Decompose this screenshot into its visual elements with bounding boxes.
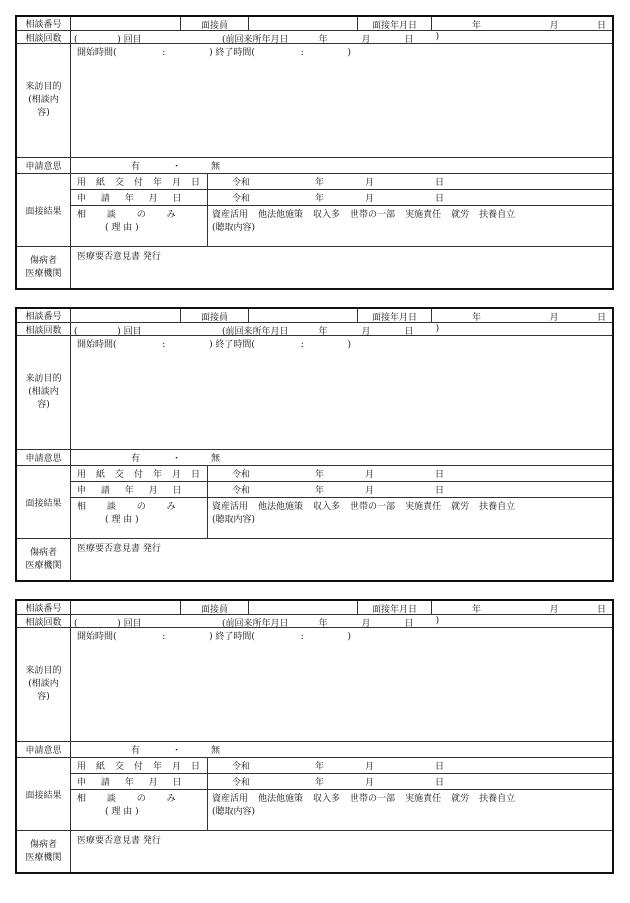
day-label: 日: [434, 486, 444, 496]
result-field: [71, 758, 612, 830]
start-colon: :: [162, 48, 166, 58]
clinic-label-line-1: 傷病者: [29, 547, 57, 558]
interviewer-label: 面接員: [181, 601, 249, 614]
count-open: (: [74, 619, 78, 627]
hearing-label: (聴取内容): [212, 515, 256, 525]
time-line: [77, 629, 606, 642]
result-row: [17, 466, 612, 539]
consult-only-text: 相 談 の み: [77, 502, 185, 512]
paper-issued-text: 用紙交付年月日: [77, 470, 211, 480]
intent-field[interactable]: [71, 742, 612, 757]
paper-issued-date[interactable]: [208, 466, 612, 481]
interviewer-label: 面接員: [181, 309, 249, 322]
reason-option[interactable]: 収入多: [313, 502, 341, 512]
day-label: 日: [596, 21, 606, 30]
result-label: 面接結果: [17, 466, 71, 538]
count-row: [17, 31, 612, 44]
clinic-label: [17, 831, 71, 872]
purpose-label: [17, 336, 71, 449]
clinic-field[interactable]: [71, 247, 612, 288]
clinic-row: [17, 247, 612, 288]
reason-field[interactable]: [208, 206, 612, 246]
prev-visit-label: (前回来所年月日: [222, 619, 289, 627]
purpose-label-line-2: (相談内: [28, 95, 59, 105]
consult-only-label: [71, 498, 208, 538]
clinic-row: [17, 831, 612, 872]
month-label: 月: [364, 778, 374, 788]
interviewer-field[interactable]: [249, 601, 358, 614]
reason-option[interactable]: 扶養自立: [479, 210, 516, 220]
count-value: [74, 324, 222, 334]
reason-option[interactable]: 世帯の一部: [350, 210, 396, 220]
start-colon: :: [162, 632, 166, 642]
reason-option[interactable]: 就労: [451, 794, 470, 804]
year-label: 年: [314, 178, 324, 188]
consult-only-text: 相 談 の み: [77, 794, 185, 804]
interviewer-field[interactable]: [249, 309, 358, 322]
prev-month: 月: [361, 35, 371, 43]
month-label: 月: [364, 762, 374, 772]
day-label: 日: [434, 194, 444, 204]
consult-count-field[interactable]: [71, 323, 612, 335]
reason-option[interactable]: 収入多: [313, 794, 341, 804]
reason-text: ( 理 由 ): [105, 223, 139, 233]
intent-field[interactable]: [71, 450, 612, 465]
result-field: [71, 466, 612, 538]
consult-no-field[interactable]: [71, 309, 181, 322]
application-date[interactable]: [208, 190, 612, 205]
end-close: ): [347, 340, 352, 350]
prev-month: 月: [361, 619, 371, 627]
interview-date-field[interactable]: [432, 17, 612, 30]
reason-option[interactable]: 扶養自立: [479, 502, 516, 512]
clinic-label: [17, 539, 71, 580]
application-label: [71, 774, 208, 789]
consult-count-label: 相談回数: [17, 323, 71, 335]
prev-visit: [222, 324, 439, 334]
time-line: [77, 337, 606, 350]
consult-no-label: 相談番号: [17, 309, 71, 322]
count-close: ) 回目: [117, 619, 142, 627]
interviewer-field[interactable]: [249, 17, 358, 30]
intent-row: [17, 450, 612, 466]
reason-option[interactable]: 資産活用: [212, 502, 249, 512]
application-label: [71, 482, 208, 497]
reason-options: [212, 791, 608, 804]
paper-issued-row: [71, 758, 612, 774]
consult-no-label: 相談番号: [17, 17, 71, 30]
interviewer-label: 面接員: [181, 17, 249, 30]
reiwa-label: 令和: [232, 178, 251, 188]
prev-visit: [222, 32, 439, 42]
purpose-row: [17, 628, 612, 742]
paper-issued-label: [71, 174, 211, 189]
reason-option[interactable]: 他法他施策: [258, 210, 304, 220]
application-row: [71, 190, 612, 206]
intent-field[interactable]: [71, 158, 612, 173]
intent-label: 申請意思: [17, 158, 71, 173]
intent-row: [17, 742, 612, 758]
intent-dot: ・: [172, 746, 182, 756]
reason-option[interactable]: 就労: [451, 210, 470, 220]
month-label: 月: [364, 470, 374, 480]
purpose-label-line-3: 容): [37, 400, 50, 410]
result-row: [17, 174, 612, 247]
reason-option[interactable]: 資産活用: [212, 210, 249, 220]
prev-year: 年: [318, 619, 328, 627]
result-label: 面接結果: [17, 758, 71, 830]
medical-opinion-label: 医療要否意見書 発行: [77, 544, 161, 554]
hearing-label: (聴取内容): [212, 223, 256, 233]
day-label: 日: [434, 470, 444, 480]
purpose-label: [17, 44, 71, 157]
purpose-field[interactable]: [71, 44, 612, 157]
reason-text: ( 理 由 ): [105, 807, 139, 817]
application-text: 申 請 年 月 日: [77, 194, 188, 204]
month-label: 月: [364, 486, 374, 496]
prev-visit: [222, 616, 439, 626]
end-colon: :: [300, 48, 304, 58]
year-label: 年: [314, 778, 324, 788]
intent-no[interactable]: 無: [211, 454, 221, 464]
count-value: [74, 616, 222, 626]
header-row: [17, 601, 612, 615]
prev-month: 月: [361, 327, 371, 335]
reason-option[interactable]: 世帯の一部: [350, 794, 396, 804]
paper-issued-label: [71, 758, 211, 773]
result-row: [17, 758, 612, 831]
interview-date-label: 面接年月日: [358, 601, 432, 614]
clinic-field[interactable]: [71, 831, 612, 872]
consult-only-row: [71, 790, 612, 830]
medical-opinion-label: 医療要否意見書 発行: [77, 836, 161, 846]
start-time-label: 開始時間(: [77, 48, 117, 58]
reiwa-label: 令和: [232, 778, 251, 788]
interview-date-field[interactable]: [432, 309, 612, 322]
day-label: 日: [434, 178, 444, 188]
application-text: 申 請 年 月 日: [77, 486, 188, 496]
count-open: (: [74, 327, 78, 335]
consultation-form: [15, 599, 614, 874]
purpose-label-line-1: 来訪目的: [25, 82, 62, 92]
end-time-label: ) 終了時間(: [209, 632, 255, 642]
prev-day: 日: [404, 35, 414, 43]
result-field: [71, 174, 612, 246]
prev-year: 年: [318, 327, 328, 335]
purpose-label-line-2: (相談内: [28, 387, 59, 397]
reason-options: [212, 499, 608, 512]
purpose-label-line-2: (相談内: [28, 679, 59, 689]
interview-date-label: 面接年月日: [358, 17, 432, 30]
reason-field[interactable]: [208, 790, 612, 830]
paper-issued-text: 用紙交付年月日: [77, 762, 211, 772]
reason-options: [212, 207, 608, 220]
consult-count-label: 相談回数: [17, 615, 71, 627]
reason-option[interactable]: 扶養自立: [479, 794, 516, 804]
intent-row: [17, 158, 612, 174]
purpose-row: [17, 44, 612, 158]
time-line: [77, 45, 606, 58]
application-label: [71, 190, 208, 205]
consultation-form: [15, 307, 614, 582]
reason-option[interactable]: 収入多: [313, 210, 341, 220]
clinic-field[interactable]: [71, 539, 612, 580]
month-label: 月: [549, 605, 559, 614]
day-label: 日: [596, 313, 606, 322]
application-text: 申 請 年 月 日: [77, 778, 188, 788]
intent-yes[interactable]: 有: [131, 162, 141, 172]
clinic-label-line-2: 医療機関: [25, 560, 62, 571]
year-label: 年: [314, 762, 324, 772]
consult-only-row: [71, 498, 612, 538]
consult-count-label: 相談回数: [17, 31, 71, 43]
prev-day: 日: [404, 327, 414, 335]
month-label: 月: [549, 21, 559, 30]
purpose-label-line-3: 容): [37, 692, 50, 702]
prev-visit-label: (前回来所年月日: [222, 327, 289, 335]
paper-issued-date[interactable]: [208, 758, 612, 773]
month-label: 月: [549, 313, 559, 322]
reiwa-label: 令和: [232, 762, 251, 772]
paper-issued-row: [71, 466, 612, 482]
application-date[interactable]: [208, 482, 612, 497]
paper-issued-date[interactable]: [208, 174, 612, 189]
year-label: 年: [472, 605, 482, 614]
consult-only-text: 相 談 の み: [77, 210, 185, 220]
header-row: [17, 309, 612, 323]
year-label: 年: [314, 486, 324, 496]
reason-option[interactable]: 実施責任: [405, 210, 442, 220]
consult-no-field[interactable]: [71, 601, 181, 614]
prev-day: 日: [404, 619, 414, 627]
day-label: 日: [434, 778, 444, 788]
end-time-label: ) 終了時間(: [209, 48, 255, 58]
purpose-label-line-1: 来訪目的: [25, 666, 62, 676]
prev-year: 年: [318, 35, 328, 43]
intent-label: 申請意思: [17, 742, 71, 757]
count-row: [17, 615, 612, 628]
intent-no[interactable]: 無: [211, 162, 221, 172]
clinic-row: [17, 539, 612, 580]
reason-option[interactable]: 実施責任: [405, 794, 442, 804]
count-row: [17, 323, 612, 336]
reiwa-label: 令和: [232, 194, 251, 204]
reason-option[interactable]: 世帯の一部: [350, 502, 396, 512]
day-label: 日: [434, 762, 444, 772]
intent-dot: ・: [172, 454, 182, 464]
end-close: ): [347, 48, 352, 58]
purpose-label-line-3: 容): [37, 108, 50, 118]
reason-field[interactable]: [208, 498, 612, 538]
prev-close: ): [435, 32, 440, 42]
intent-dot: ・: [172, 162, 182, 172]
count-close: ) 回目: [117, 327, 142, 335]
application-row: [71, 774, 612, 790]
reason-text: ( 理 由 ): [105, 515, 139, 525]
interview-date-label: 面接年月日: [358, 309, 432, 322]
year-label: 年: [314, 194, 324, 204]
consult-no-label: 相談番号: [17, 601, 71, 614]
consultation-form: [15, 15, 614, 290]
clinic-label-line-1: 傷病者: [29, 839, 57, 850]
count-value: [74, 32, 222, 42]
result-label: 面接結果: [17, 174, 71, 246]
year-label: 年: [472, 21, 482, 30]
interview-date-field[interactable]: [432, 601, 612, 614]
paper-issued-text: 用紙交付年月日: [77, 178, 211, 188]
month-label: 月: [364, 194, 374, 204]
hearing-label: (聴取内容): [212, 807, 256, 817]
purpose-label-line-1: 来訪目的: [25, 374, 62, 384]
start-colon: :: [162, 340, 166, 350]
consult-only-row: [71, 206, 612, 246]
purpose-field[interactable]: [71, 336, 612, 449]
prev-close: ): [435, 324, 440, 334]
purpose-row: [17, 336, 612, 450]
count-open: (: [74, 35, 78, 43]
consult-only-label: [71, 790, 208, 830]
reason-option[interactable]: 他法他施策: [258, 502, 304, 512]
reason-option[interactable]: 資産活用: [212, 794, 249, 804]
purpose-field[interactable]: [71, 628, 612, 741]
medical-opinion-label: 医療要否意見書 発行: [77, 252, 161, 262]
prev-close: ): [435, 616, 440, 626]
clinic-label-line-1: 傷病者: [29, 255, 57, 266]
purpose-label: [17, 628, 71, 741]
end-colon: :: [300, 340, 304, 350]
reason-option[interactable]: 実施責任: [405, 502, 442, 512]
month-label: 月: [364, 178, 374, 188]
reason-option[interactable]: 就労: [451, 502, 470, 512]
year-label: 年: [314, 470, 324, 480]
consult-no-field[interactable]: [71, 17, 181, 30]
year-label: 年: [472, 313, 482, 322]
prev-visit-label: (前回来所年月日: [222, 35, 289, 43]
count-close: ) 回目: [117, 35, 142, 43]
intent-yes[interactable]: 有: [131, 454, 141, 464]
intent-no[interactable]: 無: [211, 746, 221, 756]
clinic-label-line-2: 医療機関: [25, 852, 62, 863]
end-close: ): [347, 632, 352, 642]
clinic-label-line-2: 医療機関: [25, 268, 62, 279]
consult-only-label: [71, 206, 208, 246]
clinic-label: [17, 247, 71, 288]
paper-issued-label: [71, 466, 211, 481]
intent-label: 申請意思: [17, 450, 71, 465]
consult-count-field[interactable]: [71, 31, 612, 43]
header-row: [17, 17, 612, 31]
application-row: [71, 482, 612, 498]
end-colon: :: [300, 632, 304, 642]
reason-option[interactable]: 他法他施策: [258, 794, 304, 804]
end-time-label: ) 終了時間(: [209, 340, 255, 350]
day-label: 日: [596, 605, 606, 614]
reiwa-label: 令和: [232, 470, 251, 480]
start-time-label: 開始時間(: [77, 340, 117, 350]
paper-issued-row: [71, 174, 612, 190]
reiwa-label: 令和: [232, 486, 251, 496]
consult-count-field[interactable]: [71, 615, 612, 627]
intent-yes[interactable]: 有: [131, 746, 141, 756]
start-time-label: 開始時間(: [77, 632, 117, 642]
application-date[interactable]: [208, 774, 612, 789]
